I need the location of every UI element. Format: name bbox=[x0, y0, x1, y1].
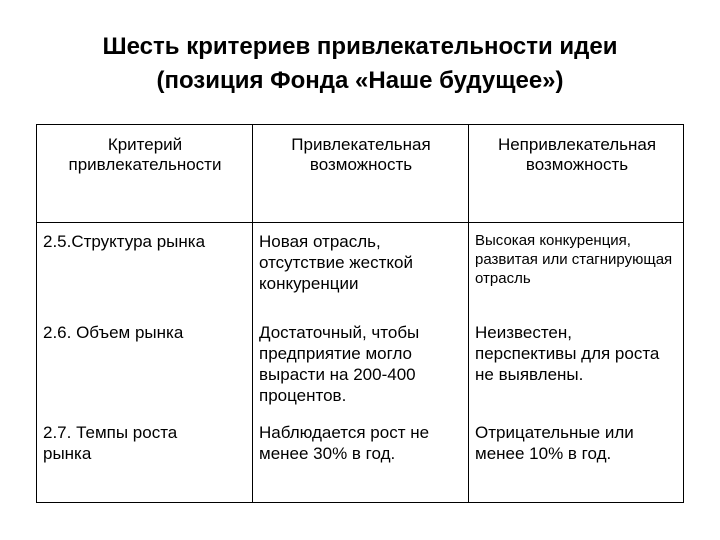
header-unattractive: Непривлекательная возможность bbox=[497, 135, 657, 174]
criteria-table bbox=[36, 124, 684, 503]
row-2-criterion: 2.6. Объем рынка bbox=[43, 323, 184, 342]
title-line-2: (позиция Фонда «Наше будущее») bbox=[156, 67, 564, 94]
row-3-attractive: Наблюдается рост не менее 30% в год. bbox=[259, 423, 430, 463]
header-criterion: Критерий привлекательности bbox=[68, 135, 222, 174]
row-1-unattractive: Высокая конкуренция, развитая или стагнирующая отрасль bbox=[475, 232, 673, 287]
header-attractive: Привлекательная возможность bbox=[291, 135, 431, 174]
row-2-unattractive: Неизвестен, перспективы для роста не выявлены. bbox=[475, 323, 660, 384]
row-divider-1 bbox=[37, 222, 683, 223]
row-3-criterion: 2.7. Темпы роста рынка bbox=[43, 423, 178, 463]
title-line-1: Шесть критериев привлекательности идеи bbox=[102, 33, 618, 60]
row-3-unattractive: Отрицательные или менее 10% в год. bbox=[475, 423, 634, 463]
row-2-attractive: Достаточный, чтобы предприятие могло вырасти на 200-400 процентов. bbox=[259, 323, 420, 405]
row-1-criterion: 2.5.Структура рынка bbox=[43, 232, 206, 251]
row-1-attractive: Новая отрасль, отсутствие жесткой конкуренции bbox=[259, 232, 413, 293]
column-divider-1 bbox=[252, 125, 253, 502]
slide-title bbox=[0, 30, 720, 98]
